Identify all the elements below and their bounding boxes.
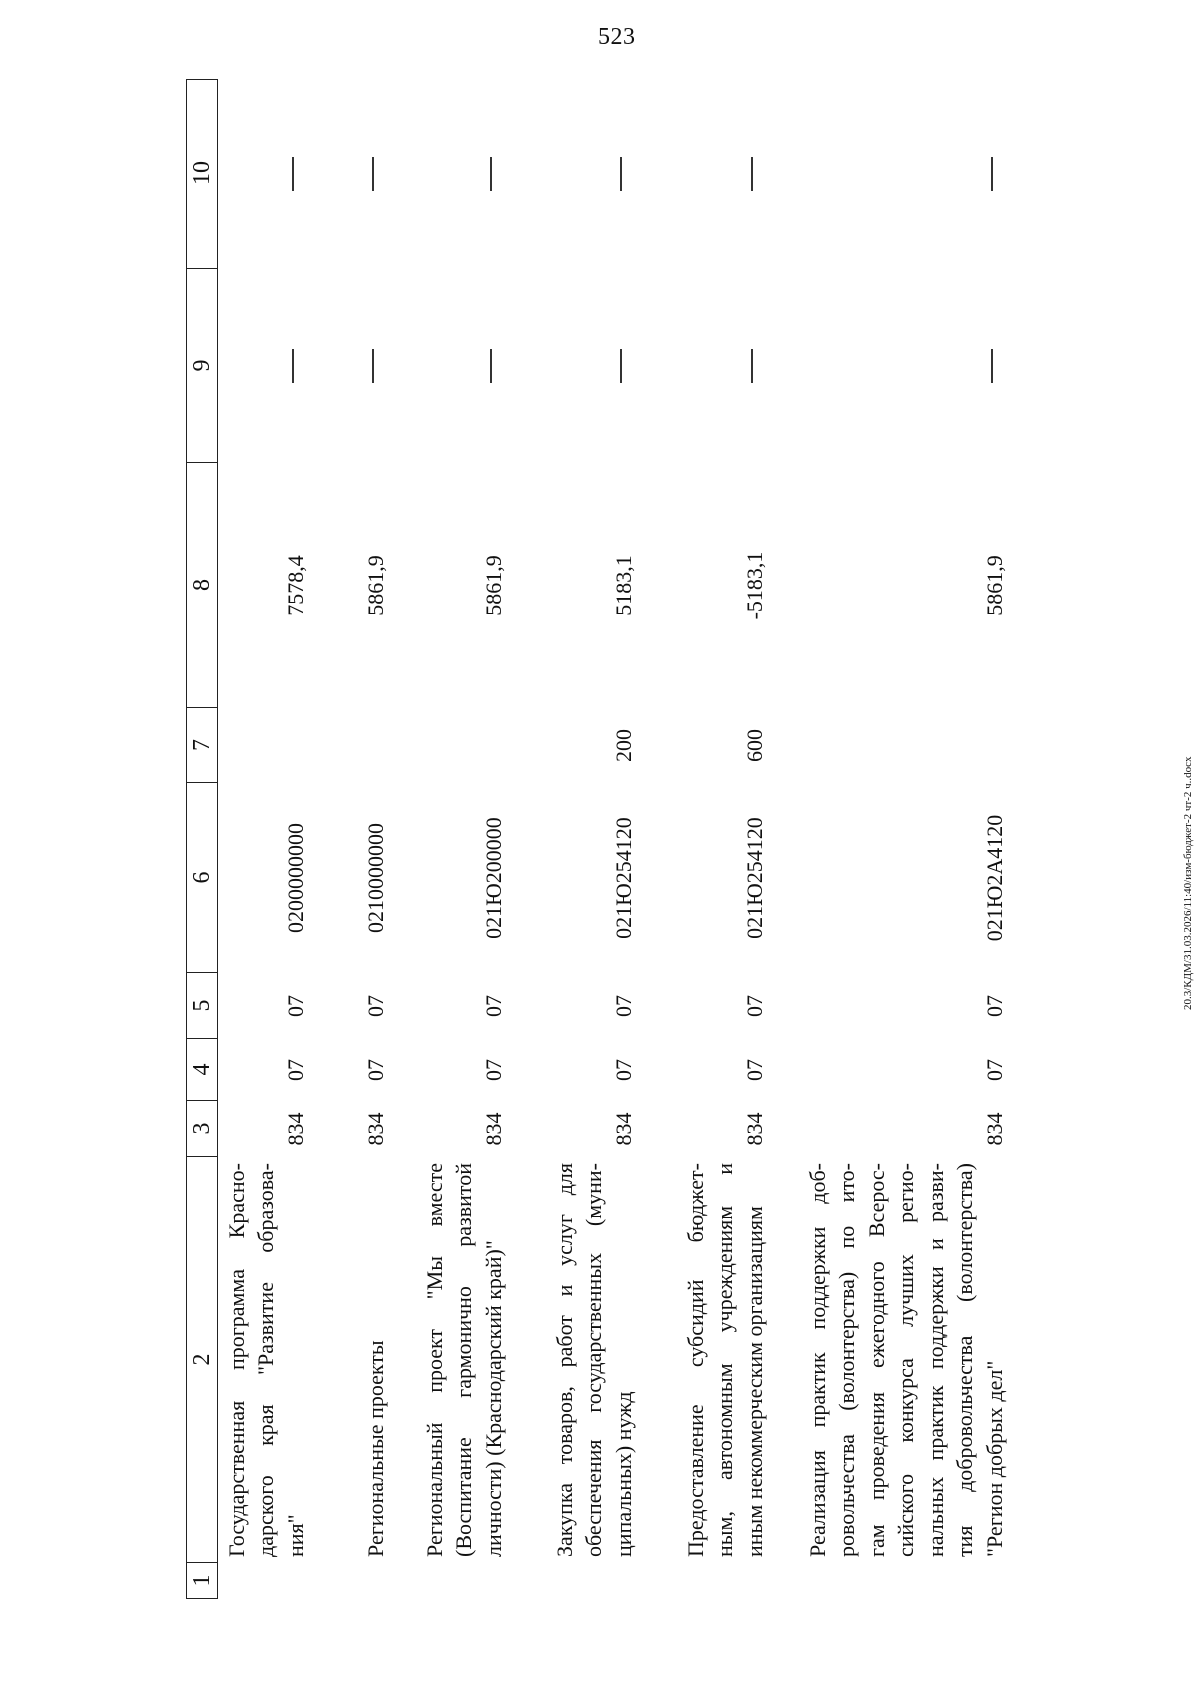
cell-col3: 834 — [282, 1112, 308, 1146]
cell-col10-dash — [372, 157, 374, 191]
cell-col6: 021Ю200000 — [480, 817, 506, 939]
cell-col3: 834 — [362, 1112, 388, 1146]
footer-stamp: 20.3/КДМ/31.03.2026/11:40/изм-бюджет-2 чт-2 ч..docx — [1182, 756, 1194, 1010]
cell-col4: 07 — [362, 1059, 388, 1081]
cell-col5: 07 — [362, 995, 388, 1017]
page-number: 523 — [598, 24, 636, 50]
description-line: "Регион добрых дел" — [981, 1360, 1007, 1557]
row-description — [538, 1163, 638, 1561]
cell-col3: 834 — [741, 1112, 767, 1146]
table-header — [186, 79, 218, 1599]
description-line: Предоставление субсидий бюджет- — [682, 1163, 708, 1557]
header-col-1: 1 — [187, 1562, 217, 1598]
cell-col5: 07 — [610, 995, 636, 1017]
header-col-5: 5 — [187, 972, 217, 1038]
cell-col5: 07 — [480, 995, 506, 1017]
cell-col6: 0210000000 — [362, 823, 388, 933]
row-description — [669, 1163, 769, 1561]
cell-col7 — [799, 708, 1009, 783]
header-col-8: 8 — [187, 462, 217, 707]
cell-col5: 07 — [741, 995, 767, 1017]
table-row — [799, 79, 1009, 1599]
cell-col5: 07 — [981, 995, 1007, 1017]
rotated-table — [186, 79, 1046, 1599]
header-col-4: 4 — [187, 1038, 217, 1100]
table-row — [538, 79, 638, 1599]
cell-col10-dash — [991, 157, 993, 191]
cell-col7: 200 — [610, 729, 636, 762]
row-description — [222, 1163, 310, 1561]
cell-col7 — [346, 708, 390, 783]
description-line: (Воспитание гармонично развитой — [451, 1163, 476, 1557]
description-line: Региональный проект "Мы вместе — [421, 1163, 447, 1557]
description-line: ным, автономным учреждениям и — [712, 1163, 737, 1557]
cell-col4: 07 — [981, 1059, 1007, 1081]
cell-col9-dash — [991, 349, 993, 383]
row-description — [408, 1163, 508, 1561]
cell-col5: 07 — [282, 995, 308, 1017]
row-description — [799, 1163, 1009, 1561]
cell-col3: 834 — [480, 1112, 506, 1146]
cell-col6: 021Ю254120 — [741, 817, 767, 939]
cell-col8: 5861,9 — [981, 555, 1007, 616]
cell-col4: 07 — [282, 1059, 308, 1081]
cell-col9-dash — [292, 349, 294, 383]
cell-col7 — [408, 708, 508, 783]
cell-col9-dash — [372, 349, 374, 383]
cell-col7 — [222, 708, 310, 783]
description-line: дарского края "Развитие образова- — [253, 1163, 278, 1557]
header-col-2: 2 — [187, 1156, 217, 1562]
cell-col4: 07 — [480, 1059, 506, 1081]
header-col-9: 9 — [187, 268, 217, 462]
cell-col10-dash — [490, 157, 492, 191]
description-line: Государственная программа Красно- — [223, 1163, 249, 1557]
cell-col7: 600 — [741, 729, 767, 762]
cell-col9-dash — [620, 349, 622, 383]
description-line: иным некоммерческим организациям — [741, 1206, 767, 1557]
table-row — [346, 79, 390, 1599]
cell-col8: 7578,4 — [282, 555, 308, 616]
cell-col10-dash — [292, 157, 294, 191]
row-description — [346, 1163, 390, 1561]
cell-col8: -5183,1 — [741, 551, 767, 620]
description-line: сийского конкурса лучших регио- — [893, 1163, 918, 1557]
table-row — [408, 79, 508, 1599]
budget-table — [186, 79, 1046, 1599]
cell-col3: 834 — [981, 1112, 1007, 1146]
table-row — [669, 79, 769, 1599]
description-line: ципальных) нужд — [610, 1391, 636, 1557]
cell-col3: 834 — [610, 1112, 636, 1146]
cell-col4: 07 — [610, 1059, 636, 1081]
header-col-6: 6 — [187, 782, 217, 972]
header-col-7: 7 — [187, 707, 217, 782]
cell-col4: 07 — [741, 1059, 767, 1081]
header-col-10: 10 — [188, 161, 215, 185]
cell-col8: 5861,9 — [362, 555, 388, 616]
description-line: ния" — [282, 1514, 308, 1557]
description-line: ровольчества (волонтерства) по ито- — [834, 1163, 859, 1557]
description-line: тия добровольчества (волонтерства) — [952, 1163, 977, 1557]
description-line: нальных практик поддержки и разви- — [922, 1163, 948, 1557]
description-line: личности) (Краснодарский край)" — [480, 1240, 506, 1557]
description-line: Закупка товаров, работ и услуг для — [551, 1163, 577, 1557]
cell-col9-dash — [490, 349, 492, 383]
description-line: гам проведения ежегодного Всерос- — [863, 1163, 889, 1557]
cell-col6: 0200000000 — [282, 823, 308, 933]
header-col-3: 3 — [187, 1100, 217, 1156]
cell-col9-dash — [751, 349, 753, 383]
cell-col6: 021Ю254120 — [610, 817, 636, 939]
cell-col8: 5183,1 — [610, 555, 636, 616]
cell-col8: 5861,9 — [480, 555, 506, 616]
cell-col10-dash — [751, 157, 753, 191]
cell-col10-dash — [620, 157, 622, 191]
description-line: Региональные проекты — [362, 1340, 388, 1557]
description-line: Реализация практик поддержки доб- — [804, 1163, 830, 1557]
table-row — [222, 79, 310, 1599]
description-line: обеспечения государственных (муни- — [581, 1163, 606, 1557]
cell-col6: 021Ю2А4120 — [981, 814, 1007, 942]
